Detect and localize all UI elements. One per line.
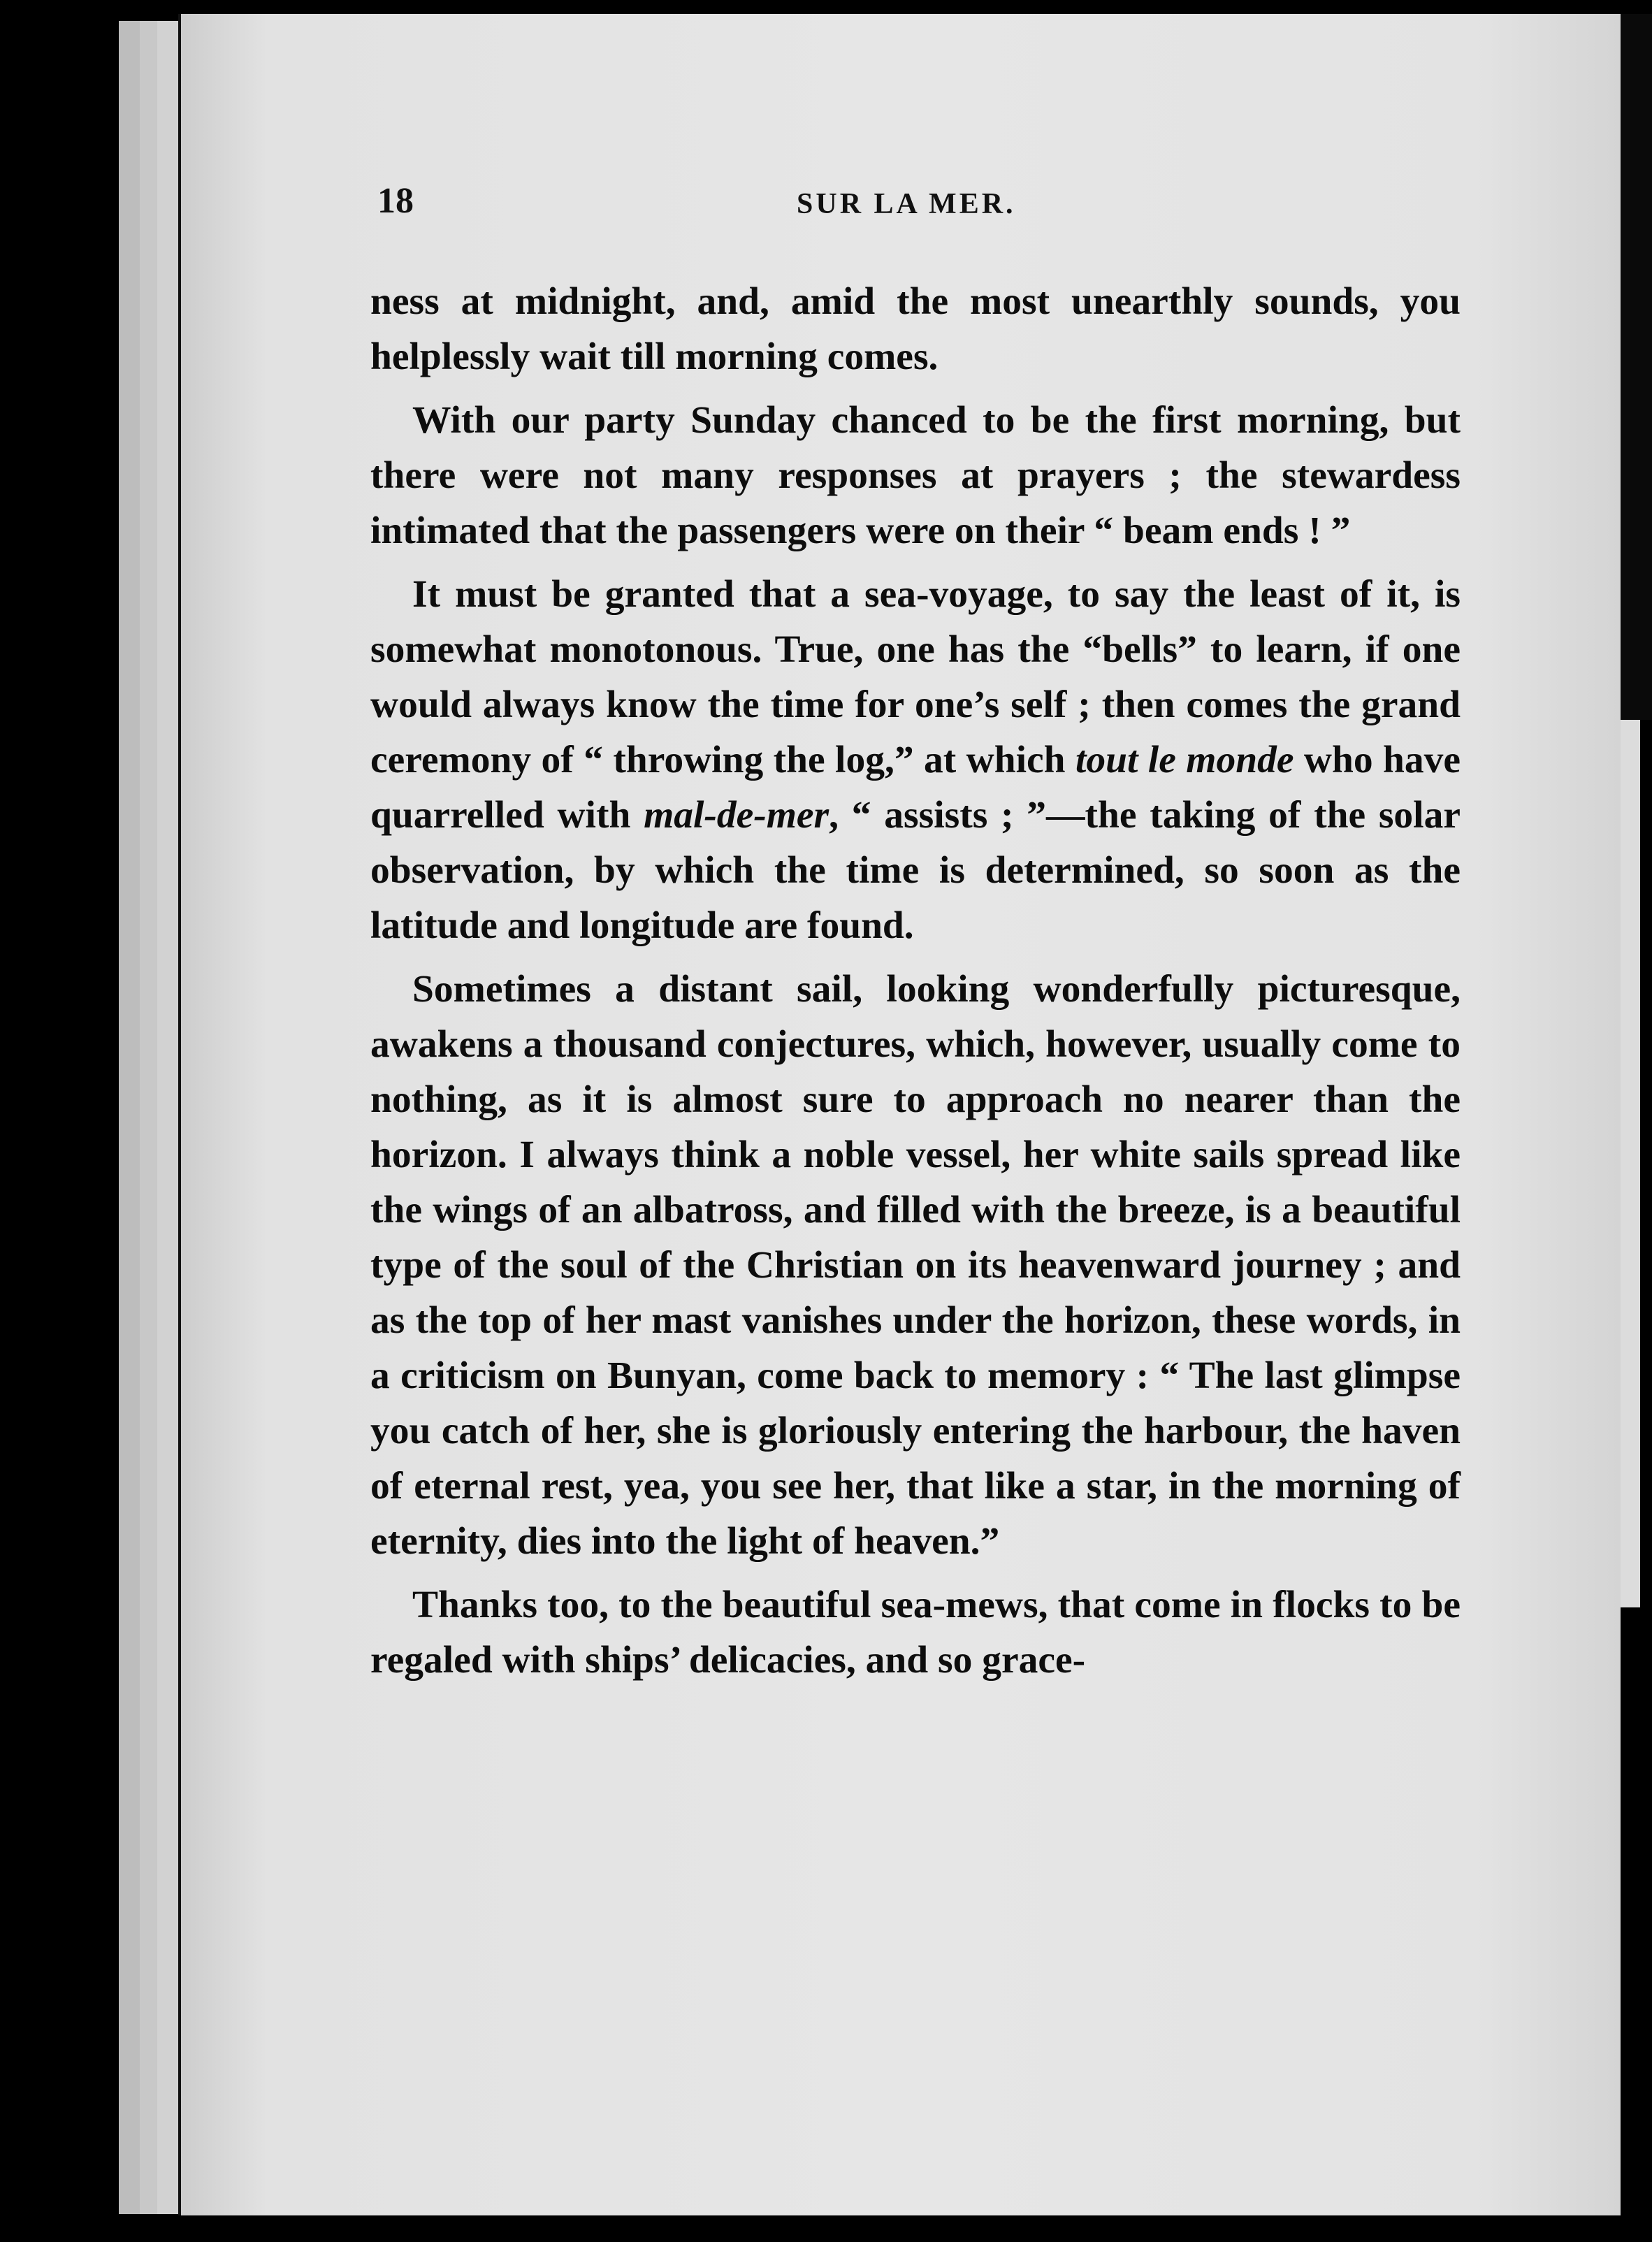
paragraph-4: Sometimes a distant sail, looking wonderfully picturesque, awakens a thousand conjectures, which, however, usually come to nothing, as it is almost sure to approach no nearer than the horizon. I always think a noble vessel, her white sails spread like the wings of an albatross, and filled with the breeze, is a beautiful type of the soul of the Christian on its heavenward journey ; and as the top of her mast vanishes under the horizon, these words, in a criticism on Bunyan, come back to memory : “ The last glimpse you catch of her, she is gloriously entering the harbour, the haven of eternal rest, yea, you see her, that like a star, in the morning of eternity, dies into the light of heaven.”	[370, 968, 1461, 1563]
paragraph-2: With our party Sunday chanced to be the first morning, but there were not many responses at prayers ; the stewardess intimated that the passengers were on their “ beam ends ! ”	[370, 399, 1461, 552]
paragraph-3-text-b: who have quarrelled with	[370, 739, 1461, 837]
running-head: SUR LA MER.	[797, 188, 1016, 220]
paragraph-1: ness at midnight, and, amid the most unearthly sounds, you helplessly wait till morning comes.	[370, 280, 1461, 378]
page-number: 18	[377, 181, 414, 221]
paragraph-3	[370, 567, 1461, 953]
body-text	[370, 274, 1461, 1696]
paragraph-3-text-a: It must be granted that a sea-voyage, to say the least of it, is somewhat monotonous. True, one has the “bells” to learn, if one would always know the time for one’s self ; then comes the grand ceremony of “ throwing the log,” at which	[370, 573, 1461, 781]
italic-phrase-mal-de-mer: mal-de-mer	[644, 794, 829, 837]
paragraph-3-text-c: , “ assists ; ”—the taking of the solar observation, by which the time is determined, so soon as the latitude and longitude are found.	[370, 794, 1461, 947]
italic-phrase-tout-le-monde: tout le monde	[1075, 739, 1294, 781]
paragraph-5: Thanks too, to the beautiful sea-mews, that come in flocks to be regaled with ships’ delicacies, and so grace-	[370, 1584, 1461, 1682]
